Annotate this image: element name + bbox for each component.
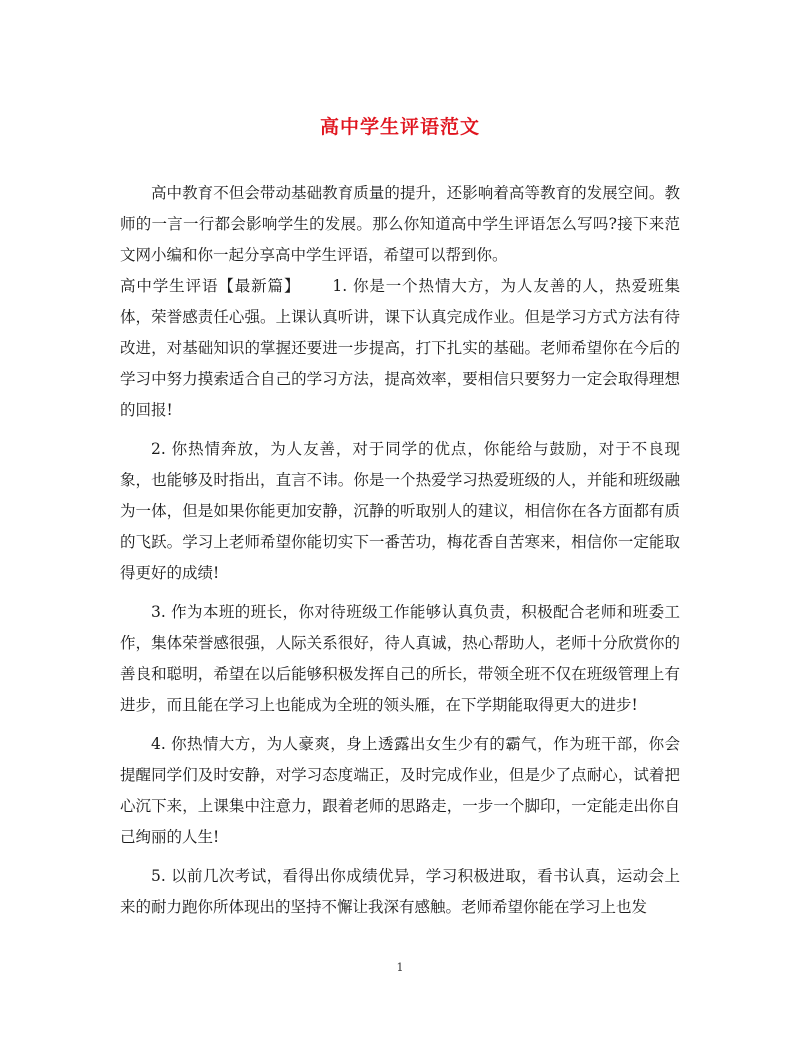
document-title: 高中学生评语范文 [319,116,480,138]
comment-item-1: 1. 你是一个热情大方，为人友善的人，热爱班集体，荣誉感责任心强。上课认真听讲，课下认真完成作业。但是学习方式方法有待改进，对基础知识的掌握还要进一步提高，打下扎实的基础。老师希望你在今后的学习中努力摸索适合自己的学习方法，提高效率，要相信只要努力一定会取得理想的回报! [120,277,680,419]
section-paragraph [120,271,680,426]
comment-item-3: 3. 作为本班的班长，你对待班级工作能够认真负责，积极配合老师和班委工作，集体荣誉感很强，人际关系很好，待人真诚，热心帮助人，老师十分欣赏你的善良和聪明，希望在以后能够积极发挥自己的所长，带领全班不仅在班级管理上有进步，而且能在学习上也能成为全班的领头雁，在下学期能取得更大的进步! [120,603,680,714]
intro-paragraph: 高中教育不但会带动基础教育质量的提升，还影响着高等教育的发展空间。教师的一言一行都会影响学生的发展。那么你知道高中学生评语怎么写吗?接下来范文网小编和你一起分享高中学生评语，希望可以帮到你。 [120,184,680,264]
document-body [120,178,680,923]
section-heading: 高中学生评语【最新篇】 [120,277,301,295]
comment-item-4: 4. 你热情大方，为人豪爽，身上透露出女生少有的霸气，作为班干部，你会提醒同学们及时安静，对学习态度端正，及时完成作业，但是少了点耐心，试着把心沉下来，上课集中注意力，跟着老师的思路走，一步一个脚印，一定能走出你自己绚丽的人生! [120,735,680,846]
page-number: 1 [396,961,404,974]
comment-item-5: 5. 以前几次考试，看得出你成绩优异，学习积极进取，看书认真，运动会上来的耐力跑你所体现出的坚持不懈让我深有感触。老师希望你能在学习上也发 [120,867,680,916]
comment-item-2: 2. 你热情奔放，为人友善，对于同学的优点，你能给与鼓励，对于不良现象，也能够及时指出，直言不讳。你是一个热爱学习热爱班级的人，并能和班级融为一体，但是如果你能更加安静，沉静的听取别人的建议，相信你在各方面都有质的飞跃。学习上老师希望你能切实下一番苦功，梅花香自苦寒来，相信你一定能取得更好的成绩! [120,440,680,582]
